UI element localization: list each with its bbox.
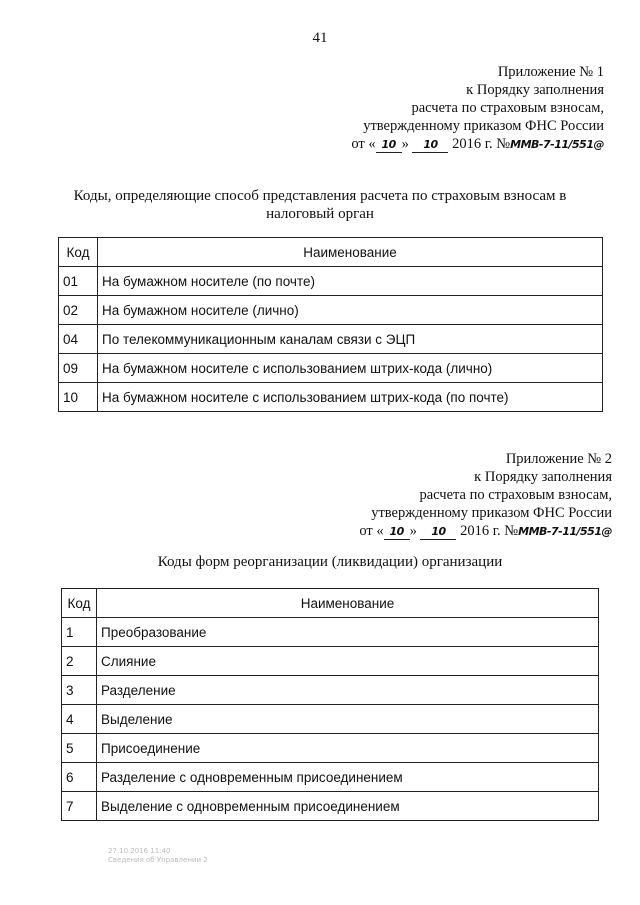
appendix-1-line2: к Порядку заполнения (466, 82, 604, 98)
table-row (62, 705, 599, 734)
name-cell: Преобразование (97, 618, 599, 647)
appendix-2-order-number: ММВ-7-11/551@ (518, 525, 612, 538)
name-cell: Разделение с одновременным присоединением (97, 763, 599, 792)
column-header-name: Наименование (97, 589, 599, 618)
appendix-1-order-number: ММВ-7-11/551@ (510, 138, 604, 151)
submission-codes-table (58, 237, 603, 412)
name-cell: На бумажном носителе с использованием штрих-кода (лично) (98, 354, 603, 383)
appendix-1-date-line: от « 10 » 10 2016 г. №ММВ-7-11/551@ (351, 136, 604, 152)
table-row (62, 734, 599, 763)
appendix-1-header (351, 63, 604, 154)
table-row (62, 792, 599, 821)
table-row (62, 676, 599, 705)
code-cell: 7 (62, 792, 97, 821)
name-cell: Слияние (97, 647, 599, 676)
table-row (59, 354, 603, 383)
appendix-1-month: 10 (412, 138, 448, 153)
table-row (59, 296, 603, 325)
table-header-row (62, 589, 599, 618)
appendix-2-header (359, 450, 612, 541)
name-cell: На бумажном носителе (лично) (98, 296, 603, 325)
appendix-1-line4: утвержденному приказом ФНС России (363, 118, 604, 134)
appendix-2-date-line: от « 10 » 10 2016 г. №ММВ-7-11/551@ (359, 523, 612, 539)
code-cell: 04 (59, 325, 98, 354)
code-cell: 2 (62, 647, 97, 676)
appendix-2-line3: расчета по страховым взносам, (419, 487, 612, 503)
code-cell: 10 (59, 383, 98, 412)
appendix-2-line2: к Порядку заполнения (474, 469, 612, 485)
appendix-2-line4: утвержденному приказом ФНС России (371, 505, 612, 521)
reorganization-codes-table (61, 588, 599, 821)
name-cell: На бумажном носителе с использованием штрих-кода (по почте) (98, 383, 603, 412)
code-cell: 09 (59, 354, 98, 383)
name-cell: Разделение (97, 676, 599, 705)
table-row (59, 325, 603, 354)
column-header-name: Наименование (98, 238, 603, 267)
appendix-1-line3: расчета по страховым взносам, (411, 100, 604, 116)
code-cell: 4 (62, 705, 97, 734)
appendix-1-day: 10 (376, 138, 402, 153)
appendix-1-title: Приложение № 1 (497, 64, 604, 80)
name-cell: По телекоммуникационным каналам связи с ЭЦП (98, 325, 603, 354)
table-header-row (59, 238, 603, 267)
appendix-2-day: 10 (384, 525, 410, 540)
name-cell: Присоединение (97, 734, 599, 763)
code-cell: 3 (62, 676, 97, 705)
table-row (59, 383, 603, 412)
page-number: 41 (312, 30, 328, 46)
column-header-code: Код (62, 589, 97, 618)
table-row (62, 618, 599, 647)
name-cell: Выделение с одновременным присоединением (97, 792, 599, 821)
code-cell: 1 (62, 618, 97, 647)
code-cell: 02 (59, 296, 98, 325)
code-cell: 6 (62, 763, 97, 792)
faint-footer-stamp: 27.10.2016 11:40 Сведения об Управлении 2 (108, 847, 208, 864)
section-title-reorganization-codes: Коды форм реорганизации (ликвидации) организации (157, 554, 503, 570)
name-cell: На бумажном носителе (по почте) (98, 267, 603, 296)
table-row (62, 647, 599, 676)
appendix-2-month: 10 (420, 525, 456, 540)
section-title-submission-codes: Коды, определяющие способ представления расчета по страховым взносам в налоговый орган (73, 188, 567, 222)
code-cell: 5 (62, 734, 97, 763)
column-header-code: Код (59, 238, 98, 267)
table-row (59, 267, 603, 296)
table-row (62, 763, 599, 792)
name-cell: Выделение (97, 705, 599, 734)
appendix-2-title: Приложение № 2 (505, 451, 612, 467)
code-cell: 01 (59, 267, 98, 296)
